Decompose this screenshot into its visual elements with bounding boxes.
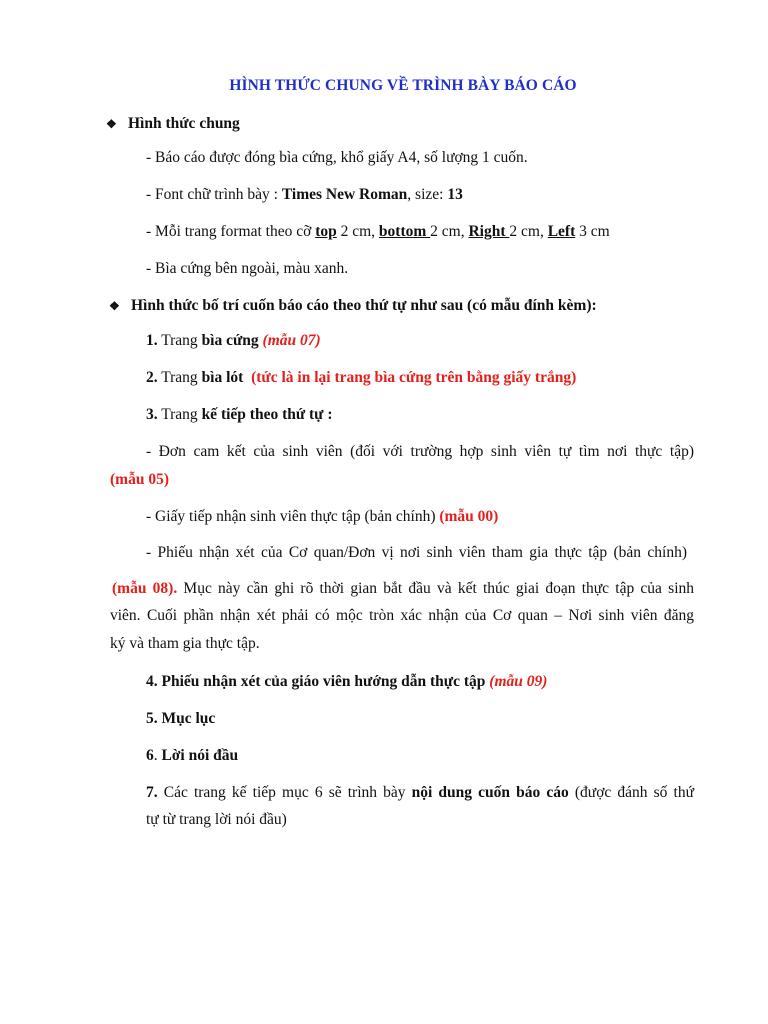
paragraph-cover: - Bìa cứng bên ngoài, màu xanh. <box>146 260 349 277</box>
paragraph-binding: - Báo cáo được đóng bìa cứng, khổ giấy A4, số lượng 1 cuốn. <box>146 149 528 166</box>
diamond-bullet-icon: ❖ <box>109 299 120 313</box>
list-item-7: 7. Các trang kế tiếp mục 6 sẽ trình bày nội dung cuốn báo cáo (được đánh số thứ <box>146 784 694 801</box>
sub-item-evaluation-cont1: (mẫu 08). Mục này cần ghi rõ thời gian bắt đầu và kết thúc giai đoạn thực tập của sinh <box>112 580 694 597</box>
sub-item-evaluation-cont2: viên. Cuối phần nhận xét phải có mộc tròn xác nhận của Cơ quan – Nơi sinh viên đăng <box>110 607 694 624</box>
list-item-7-cont: tự từ trang lời nói đầu) <box>146 811 287 828</box>
paragraph-font: - Font chữ trình bày : Times New Roman, size: 13 <box>146 186 463 203</box>
sub-item-evaluation: - Phiếu nhận xét của Cơ quan/Đơn vị nơi sinh viên tham gia thực tập (bản chính) <box>146 544 687 561</box>
section-heading-general: ❖ Hình thức chung <box>106 115 240 132</box>
sub-item-evaluation-cont3: ký và tham gia thực tập. <box>110 635 260 652</box>
list-item-5: 5. Mục lục <box>146 710 216 727</box>
section-heading-layout: ❖ Hình thức bố trí cuốn báo cáo theo thứ tự như sau (có mẫu đính kèm): <box>109 297 597 314</box>
diamond-bullet-icon: ❖ <box>106 117 117 131</box>
sub-item-acceptance: - Giấy tiếp nhận sinh viên thực tập (bản chính) (mẫu 00) <box>146 508 499 525</box>
list-item-2: 2. Trang bìa lót (tức là in lại trang bìa cứng trên bằng giấy trắng) <box>146 369 577 386</box>
sub-item-commitment-ref: (mẫu 05) <box>110 471 169 488</box>
list-item-1: 1. Trang bìa cứng (mẫu 07) <box>146 332 321 349</box>
sub-item-commitment: - Đơn cam kết của sinh viên (đối với trường hợp sinh viên tự tìm nơi thực tập) <box>146 443 694 460</box>
paragraph-margins: - Mỗi trang format theo cỡ top 2 cm, bottom 2 cm, Right 2 cm, Left 3 cm <box>146 223 610 240</box>
list-item-6: 6. Lời nói đầu <box>146 747 239 764</box>
list-item-4: 4. Phiếu nhận xét của giáo viên hướng dẫn thực tập (mẫu 09) <box>146 673 548 690</box>
list-item-3: 3. Trang kế tiếp theo thứ tự : <box>146 406 333 423</box>
page-title: HÌNH THỨC CHUNG VỀ TRÌNH BÀY BÁO CÁO <box>229 77 577 94</box>
